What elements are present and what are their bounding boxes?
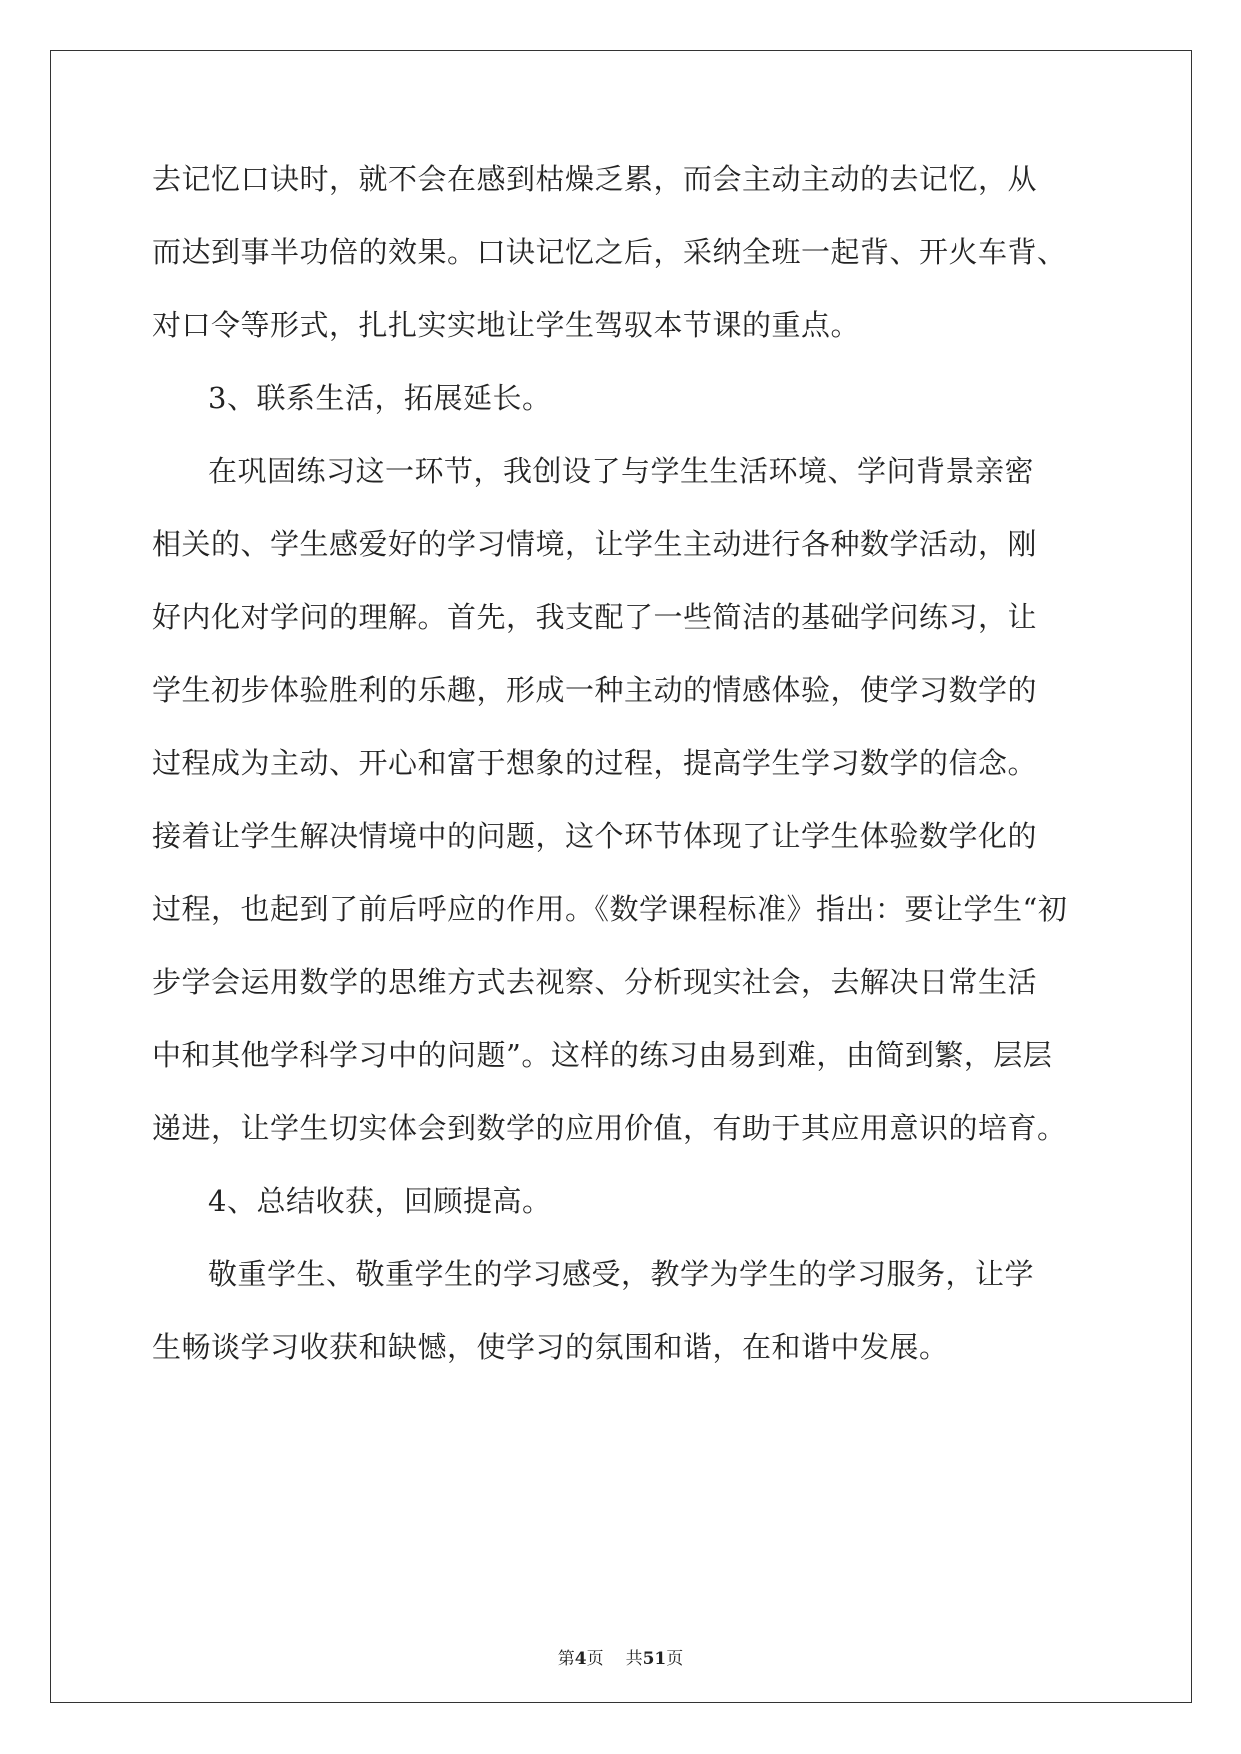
page-suffix: 页: [586, 1649, 604, 1669]
page-number: 4: [574, 1649, 587, 1669]
page-border: [50, 50, 1192, 1703]
text-line: 去记忆口诀时，就不会在感到枯燥乏累，而会主动主动的去记忆，从: [152, 162, 1038, 196]
text-line: 过程，也起到了前后呼应的作用。《数学课程标准》指出：要让学生“初: [152, 892, 1068, 926]
text-line: 相关的、学生感爱好的学习情境，让学生主动进行各种数学活动，刚: [152, 527, 1038, 561]
text-line: 敬重学生、敬重学生的学习感受，教学为学生的学习服务，让学: [208, 1257, 1035, 1291]
page-prefix: 第: [557, 1649, 575, 1669]
section-heading: 3、联系生活，拓展延长。: [208, 381, 552, 415]
text-line: 递进，让学生切实体会到数学的应用价值，有助于其应用意识的培育。: [152, 1111, 1067, 1145]
text-line: 接着让学生解决情境中的问题，这个环节体现了让学生体验数学化的: [152, 819, 1038, 853]
text-line: 在巩固练习这一环节，我创设了与学生生活环境、学问背景亲密: [208, 454, 1035, 488]
text-line: 中和其他学科学习中的问题”。这样的练习由易到难，由简到繁，层层: [152, 1038, 1053, 1072]
total-suffix: 页: [666, 1649, 684, 1669]
text-line: 对口令等形式，扎扎实实地让学生驾驭本节课的重点。: [152, 308, 861, 342]
section-heading: 4、总结收获，回顾提高。: [208, 1184, 552, 1218]
text-line: 好内化对学问的理解。首先，我支配了一些简洁的基础学问练习，让: [152, 600, 1038, 634]
text-line: 过程成为主动、开心和富于想象的过程，提高学生学习数学的信念。: [152, 746, 1038, 780]
total-prefix: 共: [625, 1649, 643, 1669]
text-line: 生畅谈学习收获和缺憾，使学习的氛围和谐，在和谐中发展。: [152, 1330, 949, 1364]
text-line: 而达到事半功倍的效果。口诀记忆之后，采纳全班一起背、开火车背、: [152, 235, 1067, 269]
total-pages: 51: [642, 1649, 667, 1669]
page-footer: [0, 1648, 1241, 1670]
text-line: 步学会运用数学的思维方式去视察、分析现实社会，去解决日常生活: [152, 965, 1038, 999]
text-line: 学生初步体验胜利的乐趣，形成一种主动的情感体验，使学习数学的: [152, 673, 1038, 707]
